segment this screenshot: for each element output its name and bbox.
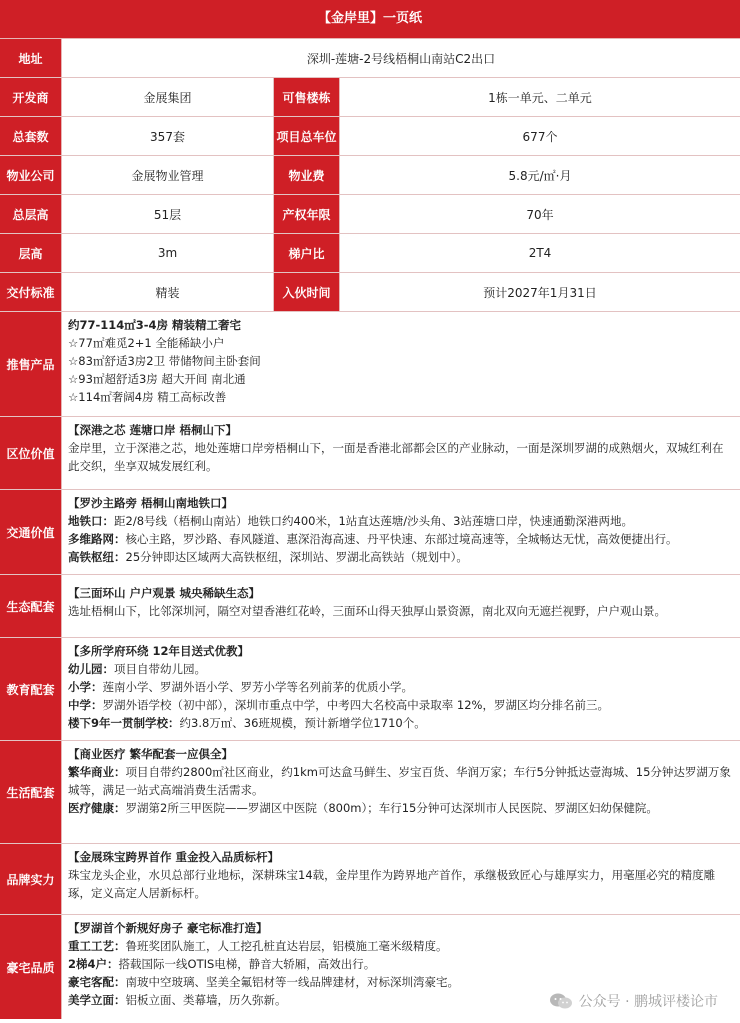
traffic-key: 多维路网： [68, 532, 126, 546]
row-products [0, 312, 740, 417]
value-total-units: 357套 [62, 117, 274, 155]
location-text: 金岸里，立于深港之芯，地处莲塘口岸旁梧桐山下，一面是香港北部都会区的产业脉动，一面是深圳罗湖的成熟烟火，双城红利在此交织，坐享双城发展红利。 [68, 441, 724, 473]
label-living: 生活配套 [0, 741, 62, 843]
row-ecology [0, 575, 740, 638]
education-item [68, 660, 734, 678]
wechat-icon [549, 992, 573, 1010]
product-line: ☆114㎡奢阔4房 精工高标改善 [68, 390, 227, 404]
traffic-key: 地铁口： [68, 514, 114, 528]
label-quality: 豪宅品质 [0, 915, 62, 1019]
education-key: 幼儿园： [68, 662, 114, 676]
value-parking: 677个 [522, 129, 558, 144]
row-education [0, 638, 740, 741]
education-value: 约3.8万㎡、36班规模，预计新增学位1710个。 [179, 716, 426, 730]
quality-value: 南玻中空玻璃、坚美全氟铝材等一线品牌建材，对标深圳湾豪宅。 [125, 975, 459, 989]
row-traffic [0, 490, 740, 575]
label-total-units: 总套数 [0, 117, 62, 155]
living-key: 繁华商业： [68, 765, 126, 779]
living-content [62, 741, 740, 843]
value-move-in: 预计2027年1月31日 [483, 285, 597, 300]
row-living [0, 741, 740, 844]
label-ecology: 生态配套 [0, 575, 62, 637]
value-property-term: 70年 [526, 207, 554, 222]
value-delivery-standard: 精装 [62, 273, 274, 311]
education-value: 项目自带幼儿园。 [114, 662, 206, 676]
value-address: 深圳-莲塘-2号线梧桐山南站C2出口 [306, 51, 496, 66]
education-key: 小学： [68, 680, 103, 694]
value-elevator-ratio: 2T4 [528, 246, 552, 260]
label-property-term: 产权年限 [274, 195, 340, 233]
education-value: 罗湖外语学校（初中部），深圳市重点中学，中考四大名校高中录取率 12%，罗湖区均分排名前三。 [102, 698, 609, 712]
row-address [0, 39, 740, 78]
label-traffic: 交通价值 [0, 490, 62, 574]
education-key: 楼下9年一贯制学校： [68, 716, 180, 730]
row-location [0, 417, 740, 490]
quality-item [68, 973, 734, 991]
products-content [62, 312, 740, 416]
quality-key: 豪宅客配： [68, 975, 126, 989]
living-item [68, 799, 734, 817]
brand-content [62, 844, 740, 914]
traffic-key: 高铁枢纽： [68, 550, 126, 564]
location-content [62, 417, 740, 489]
education-content [62, 638, 740, 740]
living-value: 罗湖第2所三甲医院——罗湖区中医院（800m）；车行15分钟可达深圳市人民医院、罗湖区妇幼保健院。 [125, 801, 658, 815]
quality-key: 美学立面： [68, 993, 126, 1007]
education-head: 【多所学府环绕 12年目送式优教】 [68, 644, 250, 658]
traffic-value: 核心主路，罗沙路、春风隧道、惠深沿海高速、丹平快速、东部过境高速等，全城畅达无忧，高效便捷出行。 [125, 532, 678, 546]
row-brand [0, 844, 740, 915]
education-value: 莲南小学、罗湖外语小学、罗芳小学等名列前茅的优质小学。 [102, 680, 413, 694]
brand-text: 珠宝龙头企业，水贝总部行业地标，深耕珠宝14载，金岸里作为跨界地产首作，承继极致匠心与雄厚实力，用毫厘必究的精度雕琢，定义高定人居新标杆。 [68, 868, 716, 900]
ecology-content [62, 575, 740, 637]
product-line: ☆93㎡超舒适3房 超大开间 南北通 [68, 372, 246, 386]
brand-head: 【金展珠宝跨界首作 重金投入品质标杆】 [68, 850, 280, 864]
ecology-head: 【三面环山 户户观景 城央稀缺生态】 [68, 586, 261, 600]
label-delivery-standard: 交付标准 [0, 273, 62, 311]
label-developer: 开发商 [0, 78, 62, 116]
value-floors: 51层 [62, 195, 274, 233]
education-key: 中学： [68, 698, 103, 712]
value-sale-buildings: 1栋一单元、二单元 [488, 90, 592, 105]
label-move-in: 入伙时间 [274, 273, 340, 311]
label-education: 教育配套 [0, 638, 62, 740]
traffic-item [68, 548, 734, 566]
living-item [68, 763, 734, 799]
label-parking: 项目总车位 [274, 117, 340, 155]
row-floor-height [0, 234, 740, 273]
label-floors: 总层高 [0, 195, 62, 233]
education-item [68, 696, 734, 714]
sheet-title: 【金岸里】一页纸 [0, 0, 740, 39]
row-total-units [0, 117, 740, 156]
quality-value: 铝板立面、类幕墙，历久弥新。 [125, 993, 287, 1007]
label-property-company: 物业公司 [0, 156, 62, 194]
traffic-item [68, 530, 734, 548]
value-floor-height: 3m [62, 234, 274, 272]
value-developer: 金展集团 [62, 78, 274, 116]
quality-head: 【罗湖首个新规好房子 豪宅标准打造】 [68, 921, 268, 935]
education-item [68, 678, 734, 696]
living-key: 医疗健康： [68, 801, 126, 815]
quality-value: 搭载国际一线OTIS电梯，静音大轿厢，高效出行。 [118, 957, 376, 971]
label-address: 地址 [0, 39, 62, 77]
label-property-fee: 物业费 [274, 156, 340, 194]
watermark-text: 公众号 · 鹏城评楼论市 [578, 994, 718, 1010]
ecology-text: 选址梧桐山下，比邻深圳河，隔空对望香港红花岭，三面环山得天独厚山景资源，南北双向无遮拦视野，户户观山景。 [68, 604, 666, 618]
label-products: 推售产品 [0, 312, 62, 416]
living-value: 项目自带约2800㎡社区商业，约1km可达盒马鲜生、岁宝百货、华润万家；车行5分钟抵达壹海城、15分钟达罗湖万象城等，满足一站式高端消费生活需求。 [68, 765, 731, 797]
row-delivery [0, 273, 740, 312]
label-elevator-ratio: 梯户比 [274, 234, 340, 272]
traffic-item [68, 512, 734, 530]
product-line: ☆77㎡难觅2+1 全能稀缺小户 [68, 336, 225, 350]
products-head: 约77-114㎡3-4房 精装精工奢宅 [68, 318, 242, 332]
traffic-value: 距2/8号线（梧桐山南站）地铁口约400米，1站直达莲塘/沙头角、3站莲塘口岸，快速通勤深港两地。 [114, 514, 633, 528]
traffic-value: 25分钟即达区域两大高铁枢纽，深圳站、罗湖北高铁站（规划中）。 [125, 550, 468, 564]
label-floor-height: 层高 [0, 234, 62, 272]
location-head: 【深港之芯 莲塘口岸 梧桐山下】 [68, 423, 238, 437]
quality-key: 2梯4户： [68, 957, 119, 971]
row-developer [0, 78, 740, 117]
quality-key: 重工工艺： [68, 939, 126, 953]
quality-item [68, 937, 734, 955]
quality-value: 鲁班奖团队施工，人工挖孔桩直达岩层，铝模施工毫米级精度。 [125, 939, 448, 953]
value-property-company: 金展物业管理 [62, 156, 274, 194]
quality-item [68, 955, 734, 973]
education-item [68, 714, 734, 732]
label-brand: 品牌实力 [0, 844, 62, 914]
living-head: 【商业医疗 繁华配套一应俱全】 [68, 747, 234, 761]
watermark [549, 991, 718, 1011]
label-sale-buildings: 可售楼栋 [274, 78, 340, 116]
traffic-head: 【罗沙主路旁 梧桐山南地铁口】 [68, 496, 234, 510]
row-property-company [0, 156, 740, 195]
row-floors [0, 195, 740, 234]
product-line: ☆83㎡舒适3房2卫 带储物间主卧套间 [68, 354, 261, 368]
label-location: 区位价值 [0, 417, 62, 489]
value-property-fee: 5.8元/㎡·月 [508, 168, 572, 183]
traffic-content [62, 490, 740, 574]
